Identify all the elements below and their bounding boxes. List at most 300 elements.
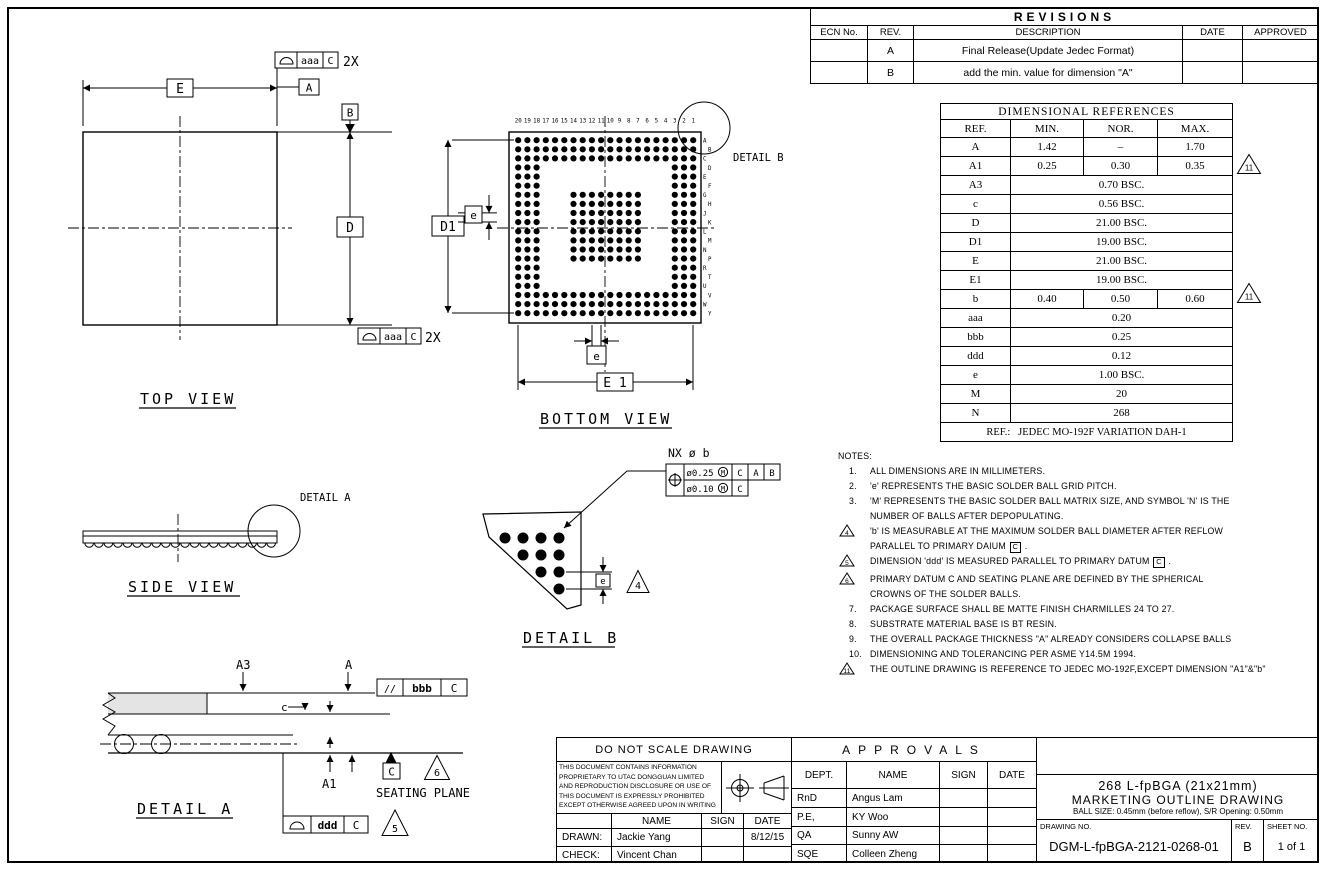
approval-name: Angus Lam	[846, 788, 939, 807]
drawing-title-line2: MARKETING OUTLINE DRAWING	[1071, 792, 1285, 807]
solder-ball	[524, 246, 530, 252]
datum-box-C: C	[1153, 557, 1165, 568]
solder-ball	[607, 155, 613, 161]
solder-ball	[690, 155, 696, 161]
solder-ball	[524, 228, 530, 234]
svg-text:aaa: aaa	[383, 332, 403, 343]
drawing-title-line1: 268 L-fpBGA (21x21mm)	[1098, 778, 1258, 793]
ball-column-label: 19	[523, 118, 531, 125]
drawing-no-label: DRAWING NO.	[1040, 822, 1092, 831]
ball-column-label: 2	[682, 118, 686, 125]
dim-cell: 20	[1011, 385, 1233, 404]
solder-ball	[690, 237, 696, 243]
solder-ball	[580, 246, 586, 252]
solder-ball	[635, 256, 641, 262]
note-text	[870, 464, 1316, 479]
dim-row	[941, 328, 1233, 347]
solder-ball-profile	[133, 543, 142, 547]
sign-header-sign: SIGN	[701, 813, 743, 828]
note-number: 1.	[849, 466, 857, 476]
ball-row-label: K	[708, 220, 712, 227]
dim-row	[941, 138, 1233, 157]
note-text	[870, 554, 1316, 572]
solder-ball	[598, 228, 604, 234]
solder-ball	[570, 246, 576, 252]
note-number: 2.	[849, 481, 857, 491]
ball-row-label: F	[708, 184, 712, 190]
note-line: THE OUTLINE DRAWING IS REFERENCE TO JEDEC MO-192F,EXCEPT DIMENSION "A1"&"b"	[870, 664, 1266, 674]
solder-ball	[580, 292, 586, 298]
approval-date	[987, 788, 1036, 807]
dim-row	[941, 271, 1233, 290]
solder-ball	[536, 567, 547, 578]
dim-cell: 268	[1011, 404, 1233, 423]
ball-column-label: 15	[560, 118, 568, 125]
note-line: PRIMARY DATUM C AND SEATING PLANE ARE DEFINED BY THE SPHERICAL	[870, 574, 1204, 584]
check-name: Vincent Chan	[611, 846, 701, 863]
solder-ball	[681, 174, 687, 180]
ball-column-label: 9	[617, 118, 622, 125]
solder-ball	[598, 219, 604, 225]
sheet-cell	[1263, 819, 1319, 863]
parallelism-icon: //	[383, 684, 397, 695]
detail-b-title: DETAIL B	[523, 629, 620, 647]
dimensional-references-table	[940, 103, 1233, 442]
solder-ball	[635, 210, 641, 216]
rev-label: REV.	[1235, 822, 1252, 831]
solder-ball	[626, 192, 632, 198]
solder-ball	[570, 228, 576, 234]
solder-ball	[626, 137, 632, 143]
solder-ball	[681, 219, 687, 225]
solder-ball	[690, 192, 696, 198]
solder-ball	[554, 567, 565, 578]
solder-ball	[570, 219, 576, 225]
note-item	[838, 602, 1316, 617]
solder-ball	[607, 246, 613, 252]
top-view-title: TOP VIEW	[140, 390, 237, 408]
dim-row	[941, 252, 1233, 271]
solder-ball	[552, 310, 558, 316]
svg-text:ddd: ddd	[317, 819, 338, 832]
solder-ball	[681, 292, 687, 298]
dim-row	[941, 195, 1233, 214]
dim-cell: 0.20	[1011, 309, 1233, 328]
solder-ball	[672, 301, 678, 307]
solder-ball	[616, 155, 622, 161]
projection-symbol-cell	[721, 761, 791, 813]
solder-ball	[534, 183, 540, 189]
detail-b-balls	[500, 533, 565, 595]
ball-column-label: 18	[533, 118, 541, 125]
solder-ball	[681, 256, 687, 262]
note-triangle-11	[1236, 153, 1262, 175]
solder-ball	[626, 146, 632, 152]
ball-column-label: 12	[588, 118, 596, 125]
solder-ball	[534, 219, 540, 225]
dim-row	[941, 176, 1233, 195]
solder-ball	[524, 183, 530, 189]
note-text	[870, 617, 1316, 632]
leader-line	[564, 471, 666, 528]
dim-cell: 21.00 BSC.	[1011, 214, 1233, 233]
note-item	[838, 464, 1316, 479]
solder-ball	[626, 292, 632, 298]
solder-ball	[635, 219, 641, 225]
solder-ball	[681, 274, 687, 280]
detail-b	[483, 446, 780, 647]
solder-ball	[672, 201, 678, 207]
solder-ball	[536, 533, 547, 544]
dim-table-footer: REF.: JEDEC MO-192F VARIATION DAH-1	[941, 423, 1233, 442]
solder-ball	[543, 137, 549, 143]
solder-ball-profile	[104, 543, 113, 547]
detail-a	[100, 658, 470, 836]
solder-ball	[589, 201, 595, 207]
solder-ball	[515, 301, 521, 307]
title-block	[556, 737, 1318, 862]
solder-ball	[589, 256, 595, 262]
svg-text:A: A	[753, 469, 759, 479]
svg-text:C: C	[737, 485, 743, 495]
solder-ball	[672, 210, 678, 216]
solder-ball	[515, 210, 521, 216]
dim-cell: aaa	[941, 309, 1011, 328]
solder-ball	[616, 237, 622, 243]
solder-ball	[589, 310, 595, 316]
side-view-title: SIDE VIEW	[128, 578, 237, 596]
note-triangle-icon	[839, 554, 855, 567]
solder-ball	[543, 146, 549, 152]
approvals-header-sign: SIGN	[939, 761, 987, 788]
solder-ball	[570, 137, 576, 143]
detail-a-callout-label: DETAIL A	[300, 492, 351, 504]
solder-ball	[616, 301, 622, 307]
note-line: DIMENSION 'ddd' IS MEASURED PARALLEL TO PRIMARY DATUM C .	[870, 556, 1172, 566]
note-triangle-marker	[838, 662, 870, 680]
drawn-name: Jackie Yang	[611, 828, 701, 846]
dim-cell: A3	[941, 176, 1011, 195]
note-line: ALL DIMENSIONS ARE IN MILLIMETERS.	[870, 466, 1046, 476]
note-item	[838, 617, 1316, 632]
approval-sign	[939, 788, 987, 807]
solder-ball	[635, 228, 641, 234]
solder-ball	[663, 155, 669, 161]
solder-ball	[570, 201, 576, 207]
svg-text:11: 11	[1244, 292, 1254, 302]
solder-ball	[534, 146, 540, 152]
solder-ball	[598, 237, 604, 243]
solder-ball	[524, 283, 530, 289]
approval-sign	[939, 807, 987, 826]
dim-label-e: e	[470, 209, 477, 222]
solder-ball	[635, 155, 641, 161]
note-triangle-marker	[838, 572, 870, 602]
solder-ball	[672, 192, 678, 198]
solder-ball	[616, 201, 622, 207]
solder-ball	[663, 146, 669, 152]
svg-text:11: 11	[1244, 163, 1254, 173]
solder-ball	[626, 219, 632, 225]
check-label: CHECK:	[557, 846, 611, 863]
dim-cell: e	[941, 366, 1011, 385]
datum-box-C: C	[1010, 542, 1022, 553]
ball-diameter-callout: NX ø b	[668, 446, 710, 460]
dim-row	[941, 347, 1233, 366]
check-date	[743, 846, 791, 863]
solder-ball	[589, 292, 595, 298]
dim-row	[941, 157, 1233, 176]
ball-row-label: E	[703, 174, 707, 181]
solder-ball	[653, 155, 659, 161]
solder-ball	[589, 301, 595, 307]
solder-ball	[536, 550, 547, 561]
approvals-title: APPROVALS	[791, 738, 1036, 761]
ball-row-label: C	[703, 156, 707, 163]
datum-label-A: A	[305, 81, 313, 95]
svg-text:M: M	[720, 469, 726, 477]
note-text	[870, 524, 1316, 554]
svg-text:4: 4	[845, 530, 849, 537]
solder-ball	[515, 146, 521, 152]
approval-sign	[939, 844, 987, 863]
note-text	[870, 632, 1316, 647]
ball-column-label: 8	[626, 118, 631, 125]
solder-ball	[681, 265, 687, 271]
rev-col-header: APPROVED	[1243, 26, 1319, 40]
solder-ball	[552, 155, 558, 161]
ball-column-label: 10	[606, 118, 614, 125]
solder-ball	[690, 164, 696, 170]
solder-ball	[635, 201, 641, 207]
solder-ball	[635, 192, 641, 198]
solder-ball	[524, 237, 530, 243]
solder-ball	[543, 301, 549, 307]
svg-text:2X: 2X	[343, 55, 359, 70]
solder-ball	[626, 155, 632, 161]
solder-ball	[534, 192, 540, 198]
solder-ball	[635, 137, 641, 143]
solder-ball-profile	[181, 543, 190, 547]
revisions-title: REVISIONS	[811, 9, 1319, 26]
solder-ball	[552, 137, 558, 143]
solder-ball	[690, 183, 696, 189]
solder-ball	[598, 256, 604, 262]
solder-ball	[589, 228, 595, 234]
dim-cell: 0.25	[1011, 157, 1084, 176]
dim-cell: N	[941, 404, 1011, 423]
solder-ball	[552, 292, 558, 298]
solder-ball	[681, 246, 687, 252]
ball-row-label: W	[703, 302, 707, 309]
note-line: 'e' REPRESENTS THE BASIC SOLDER BALL GRID PITCH.	[870, 481, 1117, 491]
solder-ball	[534, 174, 540, 180]
dim-cell: D1	[941, 233, 1011, 252]
solder-ball	[534, 201, 540, 207]
dim-cell: 0.35	[1158, 157, 1233, 176]
solder-ball	[580, 310, 586, 316]
dim-col-header: REF.	[941, 120, 1011, 138]
ball-column-label: 13	[579, 118, 587, 125]
datum-label-C: C	[388, 765, 395, 779]
svg-text:ø0.10: ø0.10	[686, 485, 714, 495]
svg-text:11: 11	[843, 668, 851, 675]
ball-row-label: U	[703, 284, 707, 291]
solder-ball	[672, 237, 678, 243]
solder-ball	[561, 292, 567, 298]
note-item	[838, 572, 1316, 602]
solder-ball	[607, 256, 613, 262]
note-text	[870, 494, 1316, 524]
ball-row-label: J	[703, 211, 707, 218]
solder-ball	[524, 146, 530, 152]
svg-text:bbb: bbb	[412, 682, 432, 695]
solder-ball	[681, 283, 687, 289]
solder-ball	[644, 310, 650, 316]
revisions-table	[810, 8, 1319, 84]
solder-ball	[690, 210, 696, 216]
solder-ball	[580, 137, 586, 143]
ball-column-label: 14	[570, 118, 577, 125]
solder-ball	[635, 301, 641, 307]
fcf-profile-bottom	[358, 328, 441, 346]
solder-ball	[524, 310, 530, 316]
datum-label-B: B	[346, 106, 354, 120]
solder-ball	[607, 137, 613, 143]
solder-ball-profile	[152, 543, 161, 547]
solder-ball	[524, 155, 530, 161]
dim-table-title: DIMENSIONAL REFERENCES	[941, 104, 1233, 120]
svg-text:ø0.25: ø0.25	[686, 469, 714, 479]
dim-cell: A	[941, 138, 1011, 157]
dim-cell: 1.70	[1158, 138, 1233, 157]
solder-ball	[607, 228, 613, 234]
dim-label-D1: D1	[440, 220, 456, 235]
solder-ball	[515, 310, 521, 316]
revision-row: A Final Release(Update Jedec Format)	[811, 40, 1319, 62]
solder-ball	[672, 219, 678, 225]
dim-cell: E	[941, 252, 1011, 271]
solder-ball	[524, 219, 530, 225]
solder-ball	[598, 146, 604, 152]
solder-ball	[607, 301, 613, 307]
ball-column-label: 5	[654, 118, 659, 125]
dim-cell: bbb	[941, 328, 1011, 347]
dim-label-A3: A3	[236, 658, 251, 672]
svg-text:4: 4	[634, 581, 642, 592]
detail-a-title: DETAIL A	[137, 800, 234, 818]
do-not-scale-label: DO NOT SCALE DRAWING	[595, 743, 753, 756]
ball-row-label: P	[708, 256, 712, 263]
solder-ball	[589, 219, 595, 225]
solder-ball	[515, 274, 521, 280]
solder-ball	[518, 550, 529, 561]
ball-row-label: A	[703, 138, 707, 145]
solder-ball	[515, 155, 521, 161]
solder-ball	[663, 137, 669, 143]
solder-ball	[690, 219, 696, 225]
dim-cell: 0.56 BSC.	[1011, 195, 1233, 214]
solder-ball	[616, 246, 622, 252]
solder-ball	[561, 137, 567, 143]
ball-row-label: T	[708, 275, 712, 282]
solder-ball	[690, 137, 696, 143]
drawn-label: DRAWN:	[557, 828, 611, 846]
solder-ball	[598, 137, 604, 143]
drawing-no-cell	[1036, 819, 1231, 863]
approvals-header-date: DATE	[987, 761, 1036, 788]
solder-ball	[534, 274, 540, 280]
solder-ball	[635, 246, 641, 252]
dim-cell: 1.42	[1011, 138, 1084, 157]
solder-ball	[554, 550, 565, 561]
ball-row-label: Y	[708, 311, 712, 318]
mold-shade	[108, 693, 207, 714]
solder-ball	[598, 155, 604, 161]
solder-ball	[570, 155, 576, 161]
detail-b-callout-circle	[678, 102, 730, 154]
dim-cell: D	[941, 214, 1011, 233]
dim-cell: 0.70 BSC.	[1011, 176, 1233, 195]
solder-ball	[616, 228, 622, 234]
solder-ball	[598, 201, 604, 207]
approvals-header-name: NAME	[846, 761, 939, 788]
drawing-title-line3: BALL SIZE: 0.45mm (before reflow), S/R Opening: 0.50mm	[1072, 806, 1283, 816]
note-text	[870, 647, 1316, 662]
solder-ball	[690, 292, 696, 298]
solder-ball	[644, 301, 650, 307]
ball-column-label: 4	[663, 118, 668, 125]
approval-name: Sunny AW	[846, 826, 939, 844]
fcf-parallelism	[377, 679, 467, 696]
solder-ball	[561, 301, 567, 307]
ball-row-label: M	[708, 238, 712, 245]
note-line: NUMBER OF BALLS AFTER DEPOPULATING.	[870, 511, 1064, 521]
dim-cell: M	[941, 385, 1011, 404]
dim-label-e: e	[593, 350, 600, 363]
side-view	[83, 492, 351, 596]
solder-ball	[534, 283, 540, 289]
solder-ball	[515, 137, 521, 143]
dim-cell: E1	[941, 271, 1011, 290]
note-number: 10.	[849, 649, 862, 659]
note-item	[838, 632, 1316, 647]
solder-ball	[570, 146, 576, 152]
solder-ball	[524, 292, 530, 298]
solder-ball	[607, 201, 613, 207]
svg-text:6: 6	[433, 768, 441, 779]
ball-row-label: D	[708, 165, 712, 172]
solder-ball	[570, 237, 576, 243]
solder-ball	[589, 146, 595, 152]
svg-text:C: C	[327, 56, 334, 67]
approval-date	[987, 807, 1036, 826]
drawn-date: 8/12/15	[743, 828, 791, 846]
solder-ball	[681, 310, 687, 316]
third-angle-projection-icon	[723, 763, 791, 813]
solder-ball	[515, 192, 521, 198]
side-view-balls	[85, 543, 276, 547]
solder-ball	[690, 246, 696, 252]
dim-label-A1: A1	[322, 777, 337, 791]
datum-flag-C	[386, 753, 396, 763]
solder-ball	[515, 237, 521, 243]
solder-ball	[672, 292, 678, 298]
solder-ball	[653, 301, 659, 307]
top-view	[68, 52, 441, 408]
solder-ball	[607, 237, 613, 243]
note-number: 3.	[849, 496, 857, 506]
